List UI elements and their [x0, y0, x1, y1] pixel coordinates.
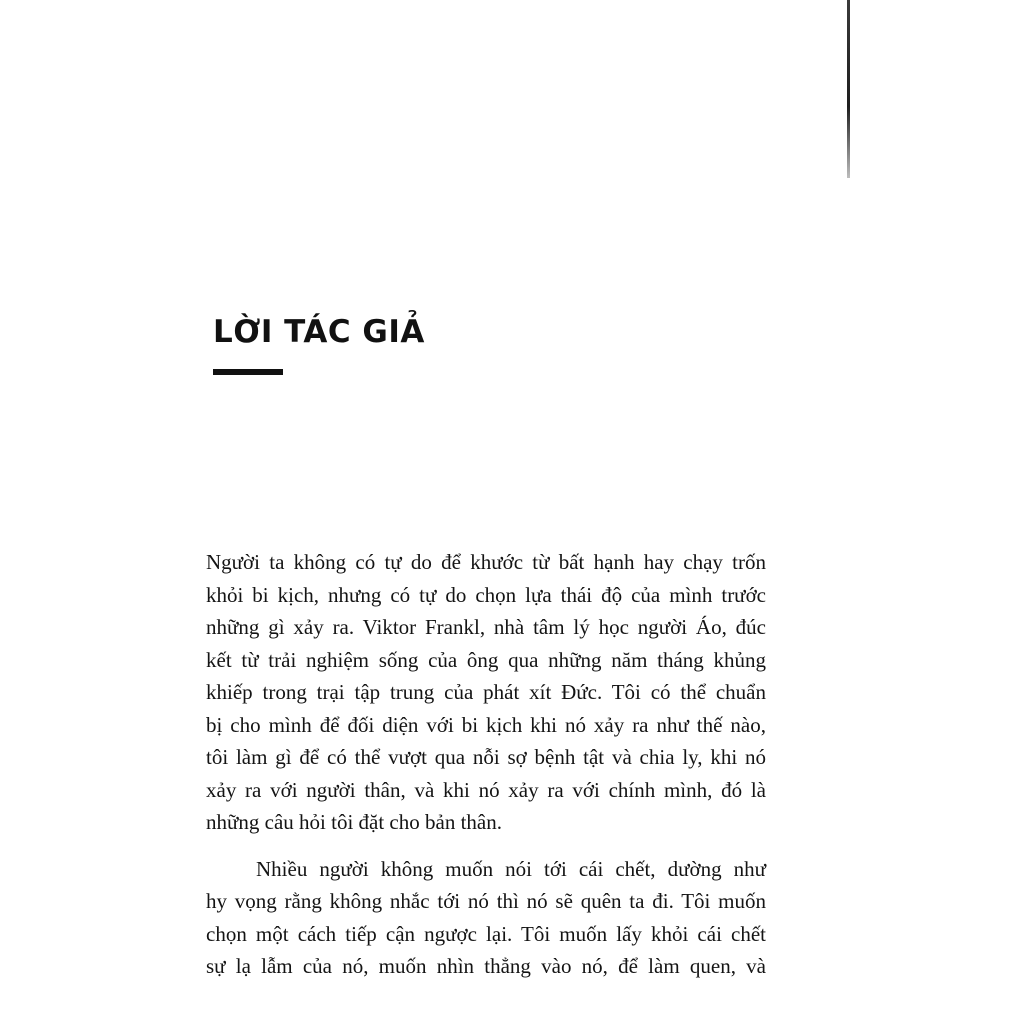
page-edge-shadow: [847, 0, 850, 178]
chapter-title: LỜI TÁC GIẢ: [213, 314, 425, 350]
text-line: sự lạ lẫm của nó, muốn nhìn thẳng vào nó, để làm quen, và: [206, 954, 766, 978]
text-line: những gì xảy ra. Viktor Frankl, nhà tâm lý học người Áo, đúc: [206, 615, 766, 639]
text-line: xảy ra với người thân, và khi nó xảy ra với chính mình, đó là: [206, 777, 766, 802]
text-line: khỏi bi kịch, nhưng có tự do chọn lựa thái độ của mình trước: [206, 582, 766, 607]
paragraph-1: [206, 546, 766, 839]
title-underline: [213, 369, 283, 375]
body-text: [206, 546, 766, 983]
text-line: những câu hỏi tôi đặt cho bản thân.: [206, 810, 502, 834]
text-line: khiếp trong trại tập trung của phát xít Đức. Tôi có thể chuẩn: [206, 680, 766, 704]
text-line: bị cho mình để đối diện với bi kịch khi nó xảy ra như thế nào,: [206, 712, 766, 737]
text-line: kết từ trải nghiệm sống của ông qua những năm tháng khủng: [206, 647, 766, 672]
paragraph-spacer: [206, 839, 766, 853]
text-line: Người ta không có tự do để khước từ bất hạnh hay chạy trốn: [206, 550, 766, 574]
text-line: hy vọng rằng không nhắc tới nó thì nó sẽ quên ta đi. Tôi muốn: [206, 889, 766, 913]
paragraph-2: [206, 853, 766, 983]
text-line: tôi làm gì để có thể vượt qua nỗi sợ bệnh tật và chia ly, khi nó: [206, 745, 766, 769]
text-line: Nhiều người không muốn nói tới cái chết, dường như: [256, 856, 766, 881]
text-line: chọn một cách tiếp cận ngược lại. Tôi muốn lấy khỏi cái chết: [206, 921, 766, 946]
